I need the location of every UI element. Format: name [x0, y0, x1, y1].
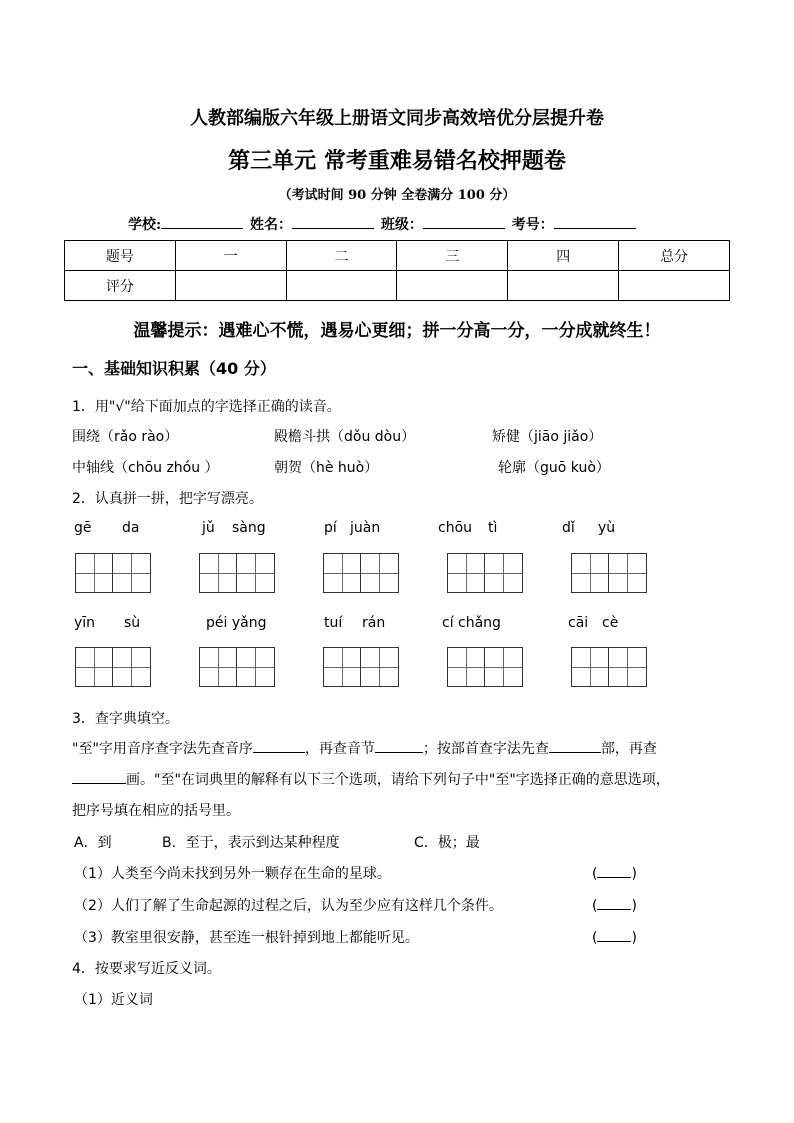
tianzige-pair[interactable]: [323, 647, 399, 687]
tianzige-cell[interactable]: [113, 553, 151, 593]
name-blank[interactable]: [292, 214, 374, 229]
name-label: 姓名：: [250, 217, 293, 233]
pinyin-label: juàn: [350, 520, 381, 536]
tianzige-cell[interactable]: [447, 553, 485, 593]
q1-item[interactable]: 朝贺（hè huò）: [274, 460, 379, 476]
q3-line1: [72, 738, 657, 758]
tianzige-cell[interactable]: [609, 553, 647, 593]
tianzige-pair[interactable]: [571, 647, 647, 687]
paren-open: (: [592, 866, 598, 882]
tianzige-cell[interactable]: [485, 647, 523, 687]
exam-no-blank[interactable]: [554, 214, 636, 229]
score-header-cell: 题号: [65, 241, 176, 271]
score-header-cell: 三: [397, 241, 508, 271]
tianzige-pair[interactable]: [323, 553, 399, 593]
tianzige-cell[interactable]: [237, 553, 275, 593]
tianzige-cell[interactable]: [361, 553, 399, 593]
tianzige-cell[interactable]: [237, 647, 275, 687]
tianzige-cell[interactable]: [75, 553, 113, 593]
paren-close: ): [631, 930, 637, 946]
tianzige-cell[interactable]: [447, 647, 485, 687]
student-info-line: [128, 214, 638, 234]
q3-text: "至"字用音序查字法先查音序: [72, 741, 253, 757]
pinyin-label: tuí: [324, 615, 343, 631]
answer-blank[interactable]: [375, 738, 423, 753]
score-row-label: 评分: [65, 271, 176, 301]
q1-item[interactable]: 殿檐斗拱（dǒu dòu）: [274, 429, 416, 445]
tianzige-pair[interactable]: [199, 647, 275, 687]
pinyin-label: cí chǎng: [442, 615, 501, 631]
score-cell[interactable]: [619, 271, 730, 301]
score-header-cell: 二: [286, 241, 397, 271]
tip-banner: 温馨提示：遇难心不慌，遇易心更细；拼一分高一分，一分成就终生！: [133, 321, 661, 341]
pinyin-label: dǐ: [562, 520, 575, 536]
paren-open: (: [592, 898, 598, 914]
tianzige-pair[interactable]: [75, 647, 151, 687]
tianzige-cell[interactable]: [571, 647, 609, 687]
school-blank[interactable]: [161, 214, 243, 229]
class-label: 班级：: [380, 217, 423, 233]
tianzige-pair[interactable]: [447, 553, 523, 593]
q3-line3: 把序号填在相应的括号里。: [72, 803, 240, 819]
pinyin-label: péi yǎng: [206, 615, 267, 631]
score-table-score-row: [65, 271, 730, 301]
answer-blank[interactable]: [597, 895, 631, 910]
score-cell[interactable]: [397, 271, 508, 301]
pinyin-label: cāi: [568, 615, 589, 631]
q1-prompt: 1．用"√"给下面加点的字选择正确的读音。: [72, 399, 341, 415]
tianzige-pair[interactable]: [571, 553, 647, 593]
tianzige-pair[interactable]: [75, 553, 151, 593]
q3-text: 画。"至"在词典里的解释有以下三个选项，请给下列句子中"至"字选择正确的意思选项，: [126, 772, 670, 788]
pinyin-label: da: [122, 520, 140, 536]
paren-open: (: [592, 930, 598, 946]
paren-close: ): [631, 898, 637, 914]
exam-info: （考试时间 90 分钟 全卷满分 100 分）: [278, 188, 516, 203]
q3-text: 部，再查: [600, 741, 657, 757]
score-table: [64, 240, 730, 301]
answer-paren[interactable]: [592, 927, 637, 946]
score-header-cell: 一: [175, 241, 286, 271]
tianzige-cell[interactable]: [323, 553, 361, 593]
answer-blank[interactable]: [253, 738, 305, 753]
tianzige-cell[interactable]: [323, 647, 361, 687]
q3-sentence: （3）教室里很安静，甚至连一根针掉到地上都能听见。: [74, 930, 419, 946]
tianzige-cell[interactable]: [113, 647, 151, 687]
pinyin-label: cè: [602, 615, 619, 631]
answer-paren[interactable]: [592, 895, 637, 914]
q3-line2: [72, 769, 670, 789]
answer-blank[interactable]: [597, 927, 631, 942]
pinyin-label: jǔ: [202, 520, 215, 536]
q2-prompt: 2．认真拼一拼，把字写漂亮。: [72, 491, 263, 507]
main-title: 第三单元 常考重难易错名校押题卷: [228, 148, 566, 174]
answer-paren[interactable]: [592, 863, 637, 882]
q1-item[interactable]: 矫健（jiāo jiǎo）: [492, 429, 603, 445]
tianzige-cell[interactable]: [199, 553, 237, 593]
school-label: 学校:: [128, 217, 162, 233]
q4-sub1: （1）近义词: [74, 992, 153, 1008]
score-cell[interactable]: [508, 271, 619, 301]
tianzige-cell[interactable]: [485, 553, 523, 593]
tianzige-cell[interactable]: [361, 647, 399, 687]
tianzige-cell[interactable]: [609, 647, 647, 687]
series-title: 人教部编版六年级上册语文同步高效培优分层提升卷: [190, 108, 604, 129]
score-cell[interactable]: [286, 271, 397, 301]
q3-prompt: 3．查字典填空。: [72, 711, 179, 727]
tianzige-cell[interactable]: [199, 647, 237, 687]
pinyin-label: yù: [598, 520, 616, 536]
q3-text: ；按部首查字法先查: [422, 741, 549, 757]
section1-title: 一、基础知识积累（40 分）: [72, 359, 276, 378]
answer-blank[interactable]: [597, 863, 631, 878]
score-header-cell: 总分: [619, 241, 730, 271]
score-table-header-row: [65, 241, 730, 271]
tianzige-cell[interactable]: [75, 647, 113, 687]
q1-item[interactable]: 轮廓（guō kuò）: [498, 460, 610, 476]
pinyin-label: chōu: [438, 520, 473, 536]
q3-option: B．至于，表示到达某种程度: [162, 835, 340, 851]
tianzige-cell[interactable]: [571, 553, 609, 593]
pinyin-label: sù: [124, 615, 141, 631]
tianzige-pair[interactable]: [199, 553, 275, 593]
score-cell[interactable]: [175, 271, 286, 301]
tianzige-pair[interactable]: [447, 647, 523, 687]
q3-sentence: （1）人类至今尚未找到另外一颗存在生命的星球。: [74, 866, 391, 882]
pinyin-label: tì: [488, 520, 498, 536]
pinyin-label: gē: [74, 520, 92, 536]
answer-blank[interactable]: [72, 769, 126, 784]
q1-item[interactable]: 中轴线（chōu zhóu ）: [72, 460, 219, 476]
class-blank[interactable]: [423, 214, 505, 229]
q3-option: A．到: [74, 835, 112, 851]
pinyin-label: yīn: [74, 615, 96, 631]
score-header-cell: 四: [508, 241, 619, 271]
exam-no-label: 考号：: [511, 217, 554, 233]
pinyin-label: sàng: [232, 520, 266, 536]
q3-text: ，再查音节: [304, 741, 375, 757]
q1-item[interactable]: 围绕（rǎo rào）: [72, 429, 179, 445]
q3-option: C．极；最: [414, 835, 480, 851]
pinyin-label: rán: [362, 615, 386, 631]
q3-sentence: （2）人们了解了生命起源的过程之后，认为至少应有这样几个条件。: [74, 898, 503, 914]
q4-prompt: 4．按要求写近反义词。: [72, 961, 221, 977]
paren-close: ): [631, 866, 637, 882]
pinyin-label: pí: [324, 520, 337, 536]
answer-blank[interactable]: [549, 738, 601, 753]
